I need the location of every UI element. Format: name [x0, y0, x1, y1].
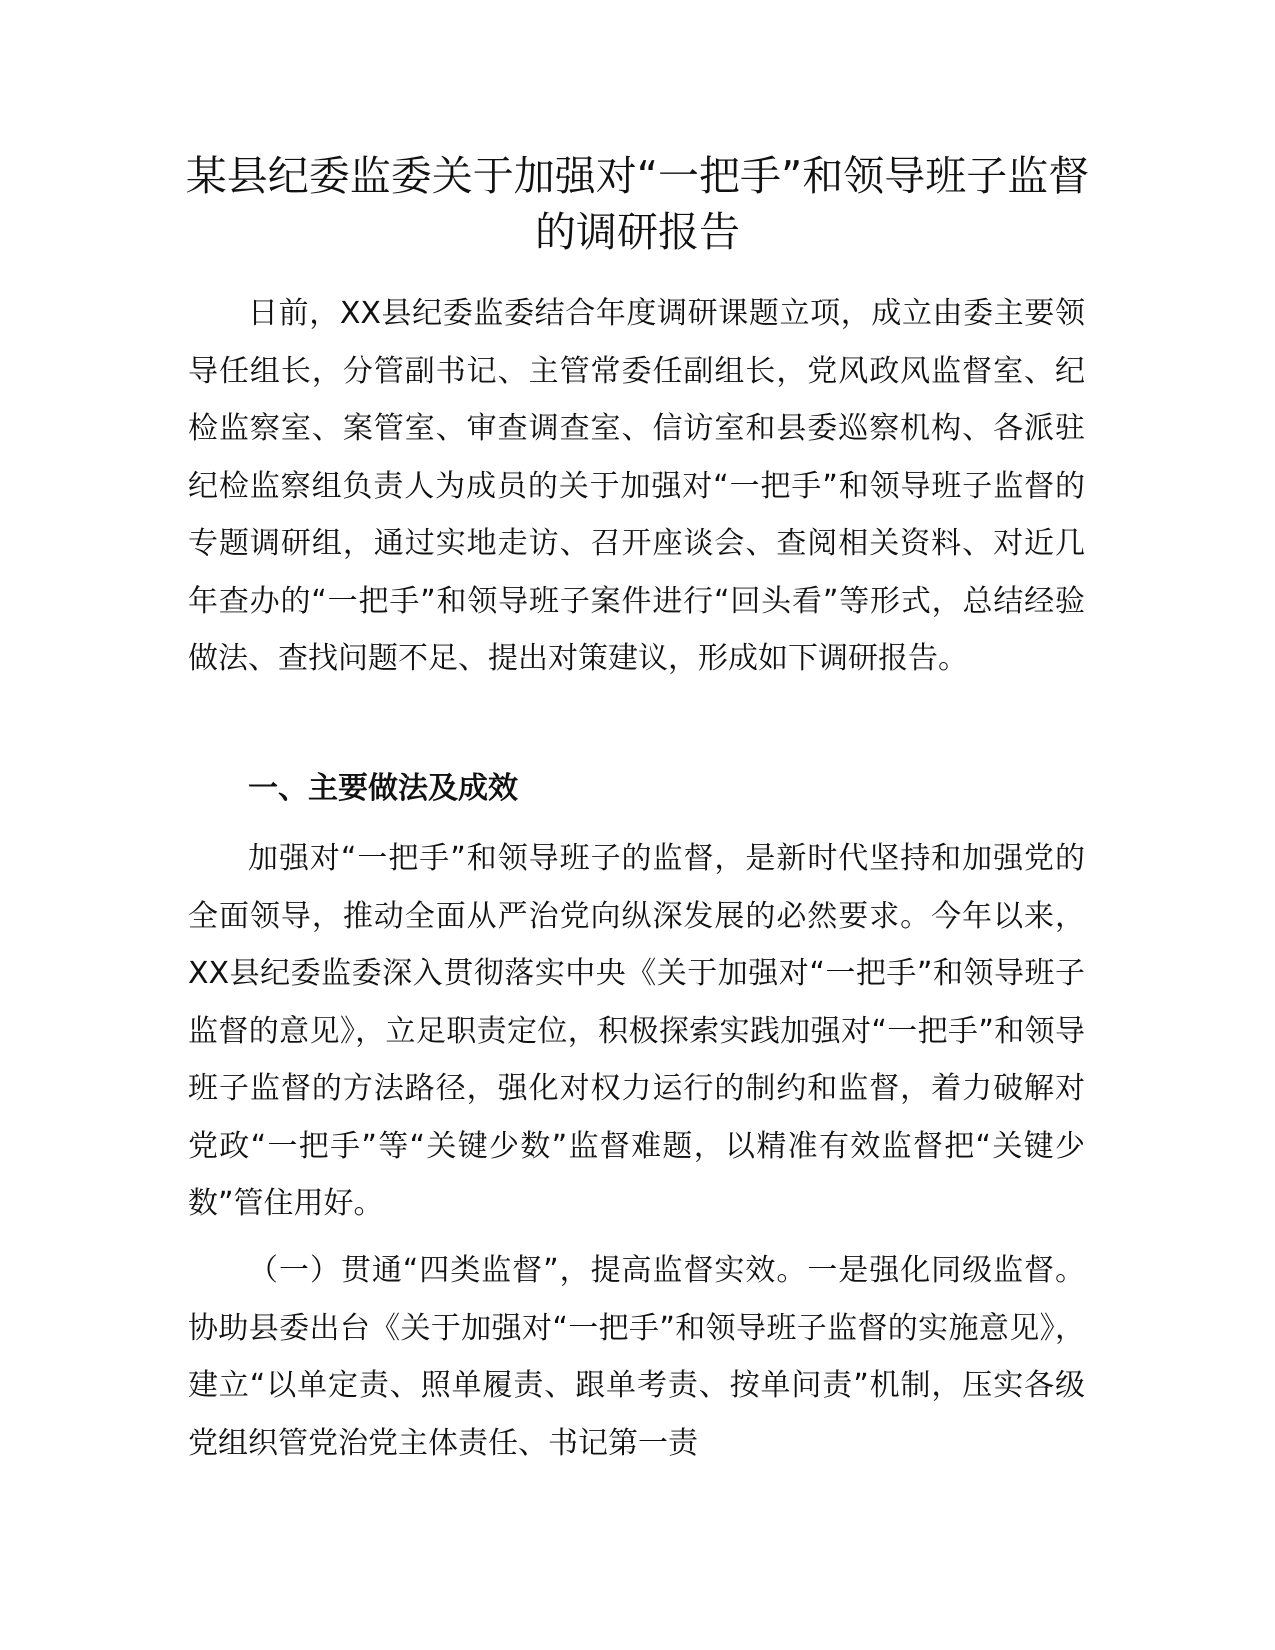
subsection-paragraph: （一）贯通“四类监督”，提高监督实效。一是强化同级监督。协助县委出台《关于加强对“一把手”和领导班子监督的实施意见》，建立“以单定责、照单履责、跟单考责、按单问责”机制，压实各级党组织管党治党主体责任、书记第一责: [188, 1253, 1085, 1461]
intro-paragraph: 日前，XX县纪委监委结合年度调研课题立项，成立由委主要领导任组长，分管副书记、主管常委任副组长，党风政风监督室、纪检监察室、案管室、审查调查室、信访室和县委巡察机构、各派驻纪检监察组负责人为成员的关于加强对“一把手”和领导班子监督的专题调研组，通过实地走访、召开座谈会、查阅相关资料、对近几年查办的“一把手”和领导班子案件进行“回头看”等形式，总结经验做法、查找问题不足、提出对策建议，形成如下调研报告。: [188, 296, 1085, 676]
section-paragraph: 加强对“一把手”和领导班子的监督，是新时代坚持和加强党的全面领导，推动全面从严治党向纵深发展的必然要求。今年以来，XX县纪委监委深入贯彻落实中央《关于加强对“一把手”和领导班子监督的意见》，立足职责定位，积极探索实践加强对“一把手”和领导班子监督的方法路径，强化对权力运行的制约和监督，着力破解对党政“一把手”等“关键少数”监督难题，以精准有效监督把“关键少数”管住用好。: [188, 841, 1085, 1221]
document-title: 某县纪委监委关于加强对“一把手”和领导班子监督的调研报告: [185, 152, 1090, 256]
section-heading: 一、主要做法及成效: [248, 771, 518, 806]
